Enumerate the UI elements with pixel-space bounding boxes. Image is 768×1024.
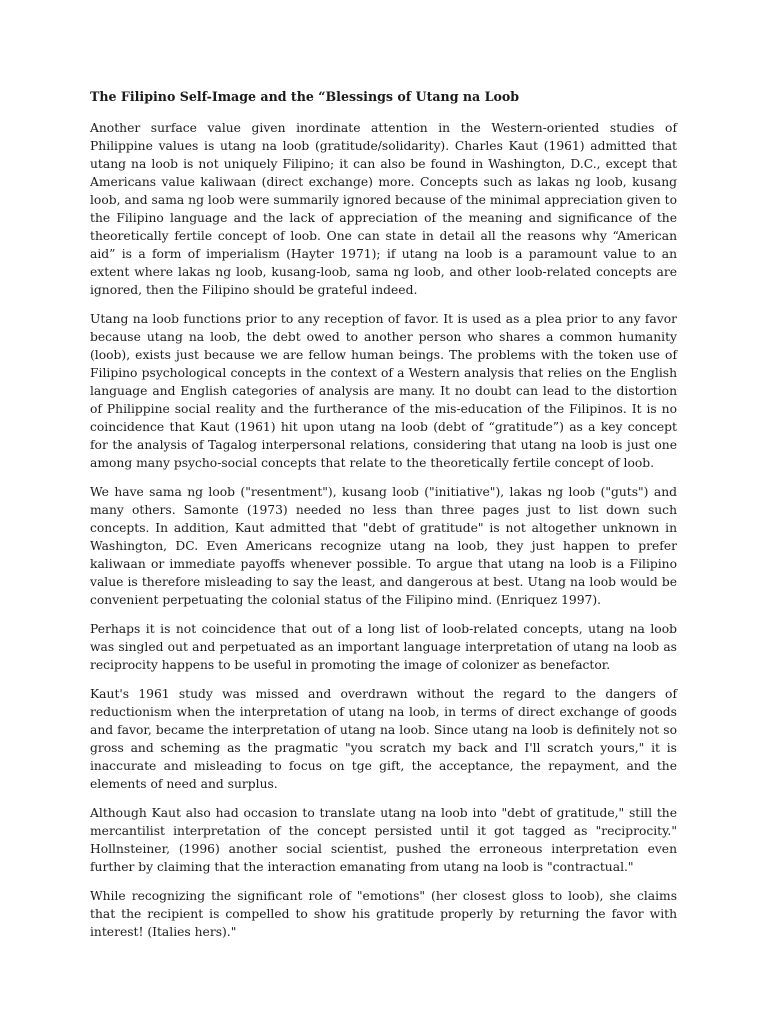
paragraph-4: Perhaps it is not coincidence that out of a long list of loob-related concepts, utang na loob was singled out and perpetuated as an important language interpretation of utang na loob as reciprocity happens to be useful in promoting the image of colonizer as benefactor. [90,622,677,672]
paragraph-7: While recognizing the significant role of "emotions" (her closest gloss to loob), she claims that the recipient is compelled to show his gratitude properly by returning the favor with interest! (Italies hers)." [90,889,677,939]
paragraph-1: Another surface value given inordinate attention in the Western-oriented studies of Philippine values is utang na loob (gratitude/solidarity). Charles Kaut (1961) admitted that utang na loob is not uniquely Filipino; it can also be found in Washington, D.C., except that Americans value kaliwaan (direct exchange) more. Concepts such as lakas ng loob, kusang loob, and sama ng loob were summarily ignored because of the minimal appreciation given to the Filipino language and the lack of appreciation of the meaning and significance of the theoretically fertile concept of loob. One can state in detail all the reasons why “American aid” is a form of imperialism (Hayter 1971); if utang na loob is a paramount value to an extent where lakas ng loob, kusang-loob, sama ng loob, and other loob-related concepts are ignored, then the Filipino should be grateful indeed. [90,121,677,297]
paragraph-5: Kaut's 1961 study was missed and overdrawn without the regard to the dangers of reductionism when the interpretation of utang na loob, in terms of direct exchange of goods and favor, became the interpretation of utang na loob. Since utang na loob is definitely not so gross and scheming as the pragmatic "you scratch my back and I'll scratch yours," it is inaccurate and misleading to focus on tge gift, the acceptance, the repayment, and the elements of need and surplus. [90,687,677,791]
paragraph-3: We have sama ng loob ("resentment"), kusang loob ("initiative"), lakas ng loob ("guts") and many others. Samonte (1973) needed no less than three pages just to list down such concepts. In addition, Kaut admitted that "debt of gratitude" is not altogether unknown in Washington, DC. Even Americans recognize utang na loob, they just happen to prefer kaliwaan or immediate payoffs whenever possible. To argue that utang na loob is a Filipino value is therefore misleading to say the least, and dangerous at best. Utang na loob would be convenient perpetuating the colonial status of the Filipino mind. (Enriquez 1997). [90,485,677,607]
document-title: The Filipino Self-Image and the “Blessings of Utang na Loob [90,89,520,104]
paragraph-2: Utang na loob functions prior to any reception of favor. It is used as a plea prior to any favor because utang na loob, the debt owed to another person who shares a common humanity (loob), exists just because we are fellow human beings. The problems with the token use of Filipino psychological concepts in the context of a Western analysis that relies on the English language and English categories of analysis are many. It no doubt can lead to the distortion of Philippine social reality and the furtherance of the mis-education of the Filipinos. It is no coincidence that Kaut (1961) hit upon utang na loob (debt of “gratitude”) as a key concept for the analysis of Tagalog interpersonal relations, considering that utang na loob is just one among many psycho-social concepts that relate to the theoretically fertile concept of loob. [90,312,677,470]
paragraph-6: Although Kaut also had occasion to translate utang na loob into "debt of gratitude," still the mercantilist interpretation of the concept persisted until it got tagged as "reciprocity." Hollnsteiner, (1996) another social scientist, pushed the erroneous interpretation even further by claiming that the interaction emanating from utang na loob is "contractual." [90,806,677,874]
document-page [90,88,677,952]
